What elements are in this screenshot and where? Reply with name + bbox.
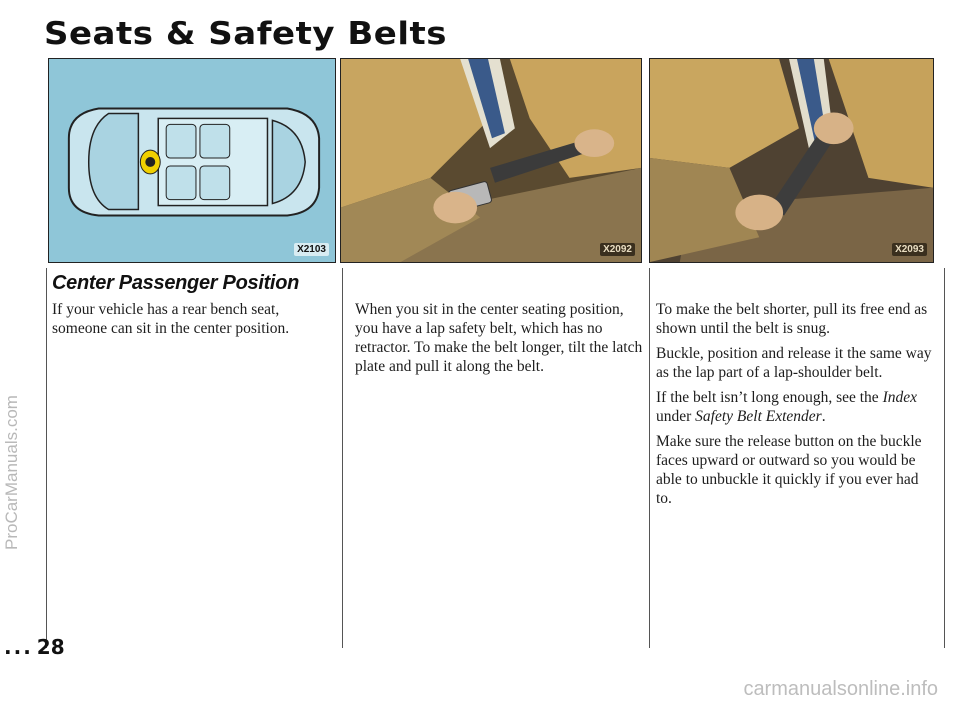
page-number-value: 28 <box>36 635 65 659</box>
index-reference: Index <box>882 389 917 406</box>
column-rule <box>342 268 343 648</box>
watermark-side: ProCarManuals.com <box>2 395 21 550</box>
text-run: If the belt isn’t long enough, see the <box>656 389 883 406</box>
figure-code: X2092 <box>600 243 635 256</box>
paragraph: When you sit in the center seating position, you have a lap safety belt, which has no retractor. To make the belt longer, tilt the latch plate and pull it along the belt. <box>355 301 643 375</box>
section-heading: Center Passenger Position <box>52 272 300 294</box>
column-1-text <box>52 300 332 344</box>
car-top-view-illustration-icon <box>49 59 335 262</box>
column-rule <box>46 268 47 648</box>
column-2-text <box>355 300 645 382</box>
car-top-view-figure <box>48 58 336 263</box>
column-rule <box>944 268 945 648</box>
column-3-text <box>656 300 936 514</box>
paragraph: Make sure the release button on the buckle faces upward or outward so you would be able to unbuckle it quickly if you ever had to. <box>656 433 922 507</box>
extender-reference: Safety Belt Extender <box>695 408 822 425</box>
page-number <box>4 635 65 659</box>
text-run: under <box>656 408 696 425</box>
paragraph: To make the belt shorter, pull its free end as shown until the belt is snug. <box>656 301 928 337</box>
lap-belt-adjust-photo-icon <box>650 59 933 262</box>
figure-code: X2103 <box>294 243 329 256</box>
paragraph: Buckle, position and release it the same way as the lap part of a lap-shoulder belt. <box>656 345 932 381</box>
figure-code: X2093 <box>892 243 927 256</box>
page-number-dots: ... <box>4 635 33 659</box>
watermark-bottom: carmanualsonline.info <box>743 678 938 700</box>
paragraph <box>656 388 936 426</box>
paragraph: If your vehicle has a rear bench seat, someone can sit in the center position. <box>52 301 290 337</box>
lap-belt-buckle-figure <box>340 58 642 263</box>
page-title: Seats & Safety Belts <box>44 15 447 53</box>
lap-belt-adjust-figure <box>649 58 934 263</box>
column-rule <box>649 268 650 648</box>
text-run: . <box>821 408 826 425</box>
lap-belt-buckle-photo-icon <box>341 59 641 262</box>
